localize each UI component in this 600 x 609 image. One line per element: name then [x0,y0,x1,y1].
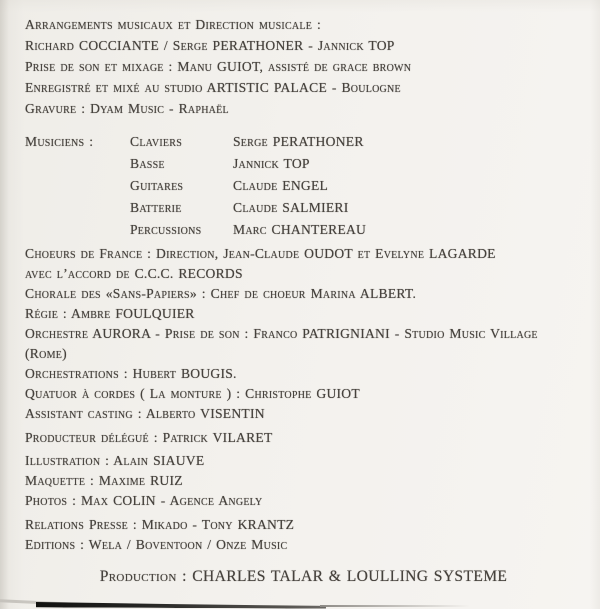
technical-credits-block [25,14,582,119]
credit-line-arrangements: Arrangements musicaux et Direction musicale : [25,17,321,32]
musician-name: Claude ENGEL [233,178,329,193]
musician-row [130,219,366,241]
credit-line-press: Relations Presse : Mikado - Tony KRANTZ [25,517,295,532]
musician-name: Claude SALMIERI [233,200,349,215]
musician-name: Marc CHANTEREAU [233,222,367,237]
credit-line-producer: Producteur délégué : Patrick VILARET [25,430,273,445]
artwork-credits-block [25,451,582,511]
musicians-block [25,131,582,241]
musician-instrument: Percussions [130,222,202,237]
credit-line-illustration: Illustration : Alain SIAUVE [25,453,205,468]
credit-line-mastering: Gravure : Dyam Music - Raphaël [25,101,229,116]
producer-block [25,428,582,448]
ensemble-credits-block [25,244,582,424]
musician-name: Serge PERATHONER [233,134,364,149]
musician-instrument: Batterie [130,200,182,215]
credit-line-photos: Photos : Max COLIN - Agence Angely [25,493,263,508]
credit-line-chorale: Chorale des «Sans-Papiers» : Chef de choeur Marina ALBERT. [25,286,417,301]
musicians-table [130,131,366,241]
page-edge-shadow-faint [320,605,470,607]
musician-instrument: Guitares [130,178,184,193]
credit-line-casting: Assistant casting : Alberto VISENTIN [25,406,265,421]
credit-line-studio: Enregistré et mixé au studio ARTISTIC PALACE - Boulogne [25,80,401,95]
musicians-label: Musiciens : [25,134,94,149]
credit-line-orchestra: Orchestre AURORA - Prise de son : Franco PATRIGNIANI - Studio Music Village [25,326,538,341]
production-credit-line: Production : CHARLES TALAR & LOULLING SYSTEME [99,568,508,585]
musician-row [130,131,366,153]
credit-line-recording: Prise de son et mixage : Manu GUIOT, assisté de grace brown [25,59,412,74]
credit-line-layout: Maquette : Maxime RUIZ [25,473,183,488]
credit-line-choirs-agreement: avec l’accord de C.C.C. RECORDS [25,266,243,281]
musician-instrument: Claviers [130,134,182,149]
musician-row [130,153,366,175]
credit-line-editions: Editions : Wela / Boventoon / Onze Music [25,537,288,552]
credit-line-orchestra-city: (Rome) [25,346,67,361]
musician-name: Jannick TOP [233,156,310,171]
musician-row [130,175,366,197]
credit-line-string-quartet: Quatuor à cordes ( La monture ) : Christophe GUIOT [25,386,360,401]
musician-row [130,197,366,219]
musician-instrument: Basse [130,156,165,171]
credit-line-arrangers: Richard COCCIANTE / Serge PERATHONER - Jannick TOP [25,38,395,53]
credit-line-regie: Régie : Ambre FOULQUIER [25,306,195,321]
credit-line-orchestrations: Orchestrations : Hubert BOUGIS. [25,366,237,381]
press-credits-block [25,515,582,555]
credit-line-choirs: Choeurs de France : Direction, Jean-Claude OUDOT et Evelyne LAGARDE [25,246,496,261]
